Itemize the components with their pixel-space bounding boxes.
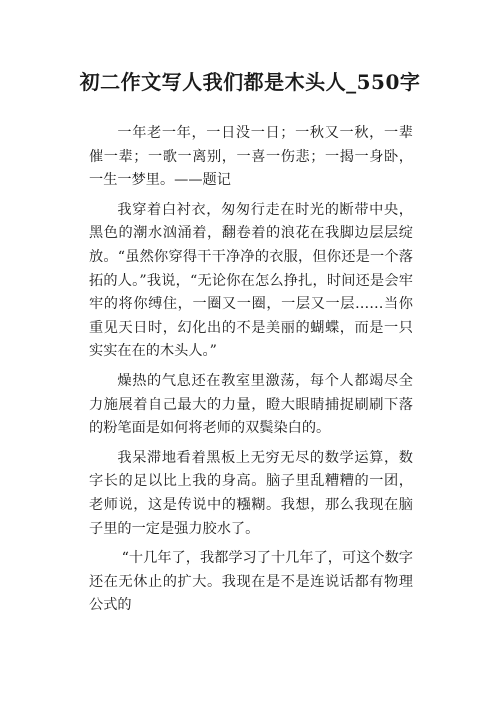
document-title: 初二作文写人我们都是木头人_550字 [79,70,421,94]
paragraph: 我穿着白衬衣，匆匆行走在时光的断带中央，黑色的潮水汹涌着，翻卷着的浪花在我脚边层层绽放。“虽然你穿得干干净净的衣服，但你还是一个落拓的人。”我说，“无论你在怎么挣扎，时间还是会牢牢的将你缚住，一圈又一圈，一层又一层……当你重见天日时，幻化出的不是美丽的蝴蝶，而是一只实实在在的木头人。” [89,201,413,360]
paragraph: “十几年了，我都学习了十几年了，可这个数字还在无休止的扩大。我现在是不是连说话都有物理公式的 [89,550,413,614]
paragraph-epigraph: 一年老一年，一日没一日；一秋又一秋，一辈催一辈；一歌一离别，一喜一伤悲；一揭一身卧，一生一梦里。——题记 [89,125,413,189]
document-body [89,122,413,624]
paragraph: 我呆滞地看着黑板上无穷无尽的数学运算，数字长的足以比上我的身高。脑子里乱糟糟的一团，老师说，这是传说中的糨糊。我想，那么我现在脑子里的一定是强力胶水了。 [89,449,413,537]
paragraph: 燥热的气息还在教室里激荡，每个人都竭尽全力施展着自己最大的力量，瞪大眼睛捕捉刷刷下落的粉笔面是如何将老师的双鬓染白的。 [89,372,413,437]
